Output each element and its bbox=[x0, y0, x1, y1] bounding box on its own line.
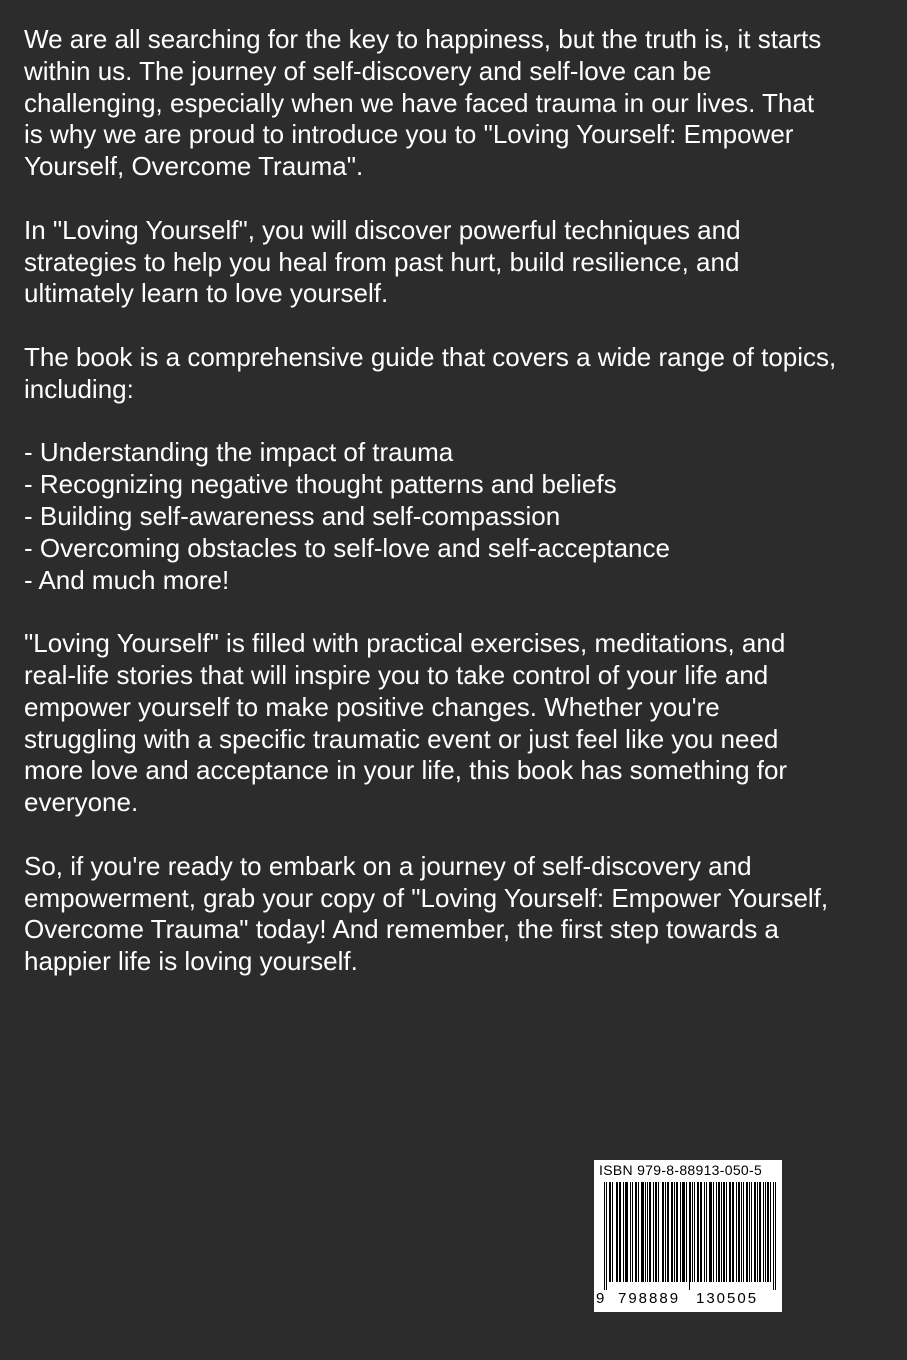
text-line: "Loving Yourself" is filled with practical exercises, meditations, and bbox=[24, 628, 786, 659]
barcode-bar bbox=[697, 1182, 698, 1282]
barcode-bar bbox=[767, 1182, 768, 1282]
discover-paragraph bbox=[24, 215, 894, 310]
barcode-bar bbox=[632, 1182, 633, 1282]
barcode-bar bbox=[684, 1182, 685, 1282]
text-line: In "Loving Yourself", you will discover powerful techniques and bbox=[24, 214, 741, 245]
barcode-bar bbox=[641, 1182, 642, 1282]
barcode-bar bbox=[773, 1182, 774, 1290]
barcode-bar bbox=[749, 1182, 750, 1282]
barcode-bar bbox=[642, 1182, 643, 1282]
barcode-bar bbox=[626, 1182, 627, 1282]
barcode-bar bbox=[604, 1182, 605, 1290]
barcode-bars bbox=[604, 1182, 776, 1290]
barcode-bar bbox=[680, 1182, 681, 1282]
barcode-bar bbox=[701, 1182, 702, 1282]
blurb bbox=[24, 24, 894, 1010]
barcode-bar bbox=[647, 1182, 648, 1282]
barcode-bar bbox=[719, 1182, 720, 1282]
barcode-bar bbox=[672, 1182, 673, 1282]
barcode-bar bbox=[741, 1182, 742, 1282]
barcode-bar bbox=[692, 1182, 693, 1282]
barcode-digits-right: 130505 bbox=[696, 1290, 759, 1307]
barcode-bar bbox=[710, 1182, 711, 1282]
barcode-bar bbox=[663, 1182, 664, 1282]
topic-item: - And much more! bbox=[24, 564, 230, 595]
barcode-bar bbox=[609, 1182, 610, 1282]
barcode-digit-lead: 9 bbox=[596, 1290, 605, 1307]
topic-item: - Recognizing negative thought patterns and beliefs bbox=[24, 469, 617, 500]
barcode-bar bbox=[630, 1182, 631, 1282]
barcode-bar bbox=[683, 1182, 684, 1282]
barcode-bar bbox=[650, 1182, 651, 1282]
barcode-bar bbox=[638, 1182, 639, 1282]
barcode-bar bbox=[713, 1182, 714, 1282]
features-paragraph bbox=[24, 628, 894, 819]
barcode-bar bbox=[690, 1182, 691, 1282]
text-line: happier life is loving yourself. bbox=[24, 946, 358, 977]
barcode-bar bbox=[606, 1182, 607, 1290]
barcode-bar bbox=[754, 1182, 755, 1282]
barcode-bar bbox=[658, 1182, 659, 1282]
topics-list bbox=[24, 437, 894, 596]
barcode-bar bbox=[653, 1182, 654, 1282]
barcode-bar bbox=[662, 1182, 663, 1282]
barcode-bar bbox=[694, 1182, 695, 1282]
barcode-bar bbox=[743, 1182, 744, 1282]
text-line: So, if you're ready to embark on a journey of self-discovery and bbox=[24, 850, 752, 881]
closing-paragraph bbox=[24, 851, 894, 978]
barcode-bar bbox=[704, 1182, 705, 1282]
barcode-bar bbox=[623, 1182, 624, 1282]
barcode-bar bbox=[718, 1182, 719, 1282]
text-line: within us. The journey of self-discovery and self-love can be bbox=[24, 55, 712, 86]
barcode-bar bbox=[747, 1182, 748, 1282]
text-line: including: bbox=[24, 373, 134, 404]
text-line: Yourself, Overcome Trauma". bbox=[24, 151, 364, 182]
barcode-bar bbox=[619, 1182, 620, 1282]
text-line: ultimately learn to love yourself. bbox=[24, 278, 389, 309]
barcode-bar bbox=[770, 1182, 771, 1282]
barcode-bar bbox=[636, 1182, 637, 1282]
text-line: challenging, especially when we have faced trauma in our lives. That bbox=[24, 87, 815, 118]
barcode-bar bbox=[612, 1182, 613, 1282]
barcode-bar bbox=[620, 1182, 621, 1282]
intro-paragraph bbox=[24, 24, 894, 183]
barcode-bar bbox=[676, 1182, 677, 1282]
text-line: struggling with a specific traumatic event or just feel like you need bbox=[24, 723, 779, 754]
barcode-bar bbox=[667, 1182, 668, 1282]
barcode-bar bbox=[635, 1182, 636, 1282]
barcode-bar bbox=[711, 1182, 712, 1282]
barcode-bar bbox=[723, 1182, 724, 1282]
text-line: Overcome Trauma" today! And remember, the first step towards a bbox=[24, 914, 779, 945]
barcode-bar bbox=[674, 1182, 675, 1282]
barcode-bar bbox=[768, 1182, 769, 1282]
barcode-bar bbox=[698, 1182, 699, 1282]
isbn-label: ISBN 979-8-88913-050-5 bbox=[599, 1162, 763, 1178]
topic-item: - Overcoming obstacles to self-love and self-acceptance bbox=[24, 532, 670, 563]
barcode-bar bbox=[643, 1182, 644, 1282]
barcode-bar bbox=[732, 1182, 733, 1282]
text-line: The book is a comprehensive guide that covers a wide range of topics, bbox=[24, 341, 837, 372]
barcode-bar bbox=[686, 1182, 687, 1282]
barcode-bar bbox=[721, 1182, 722, 1282]
barcode-bar bbox=[700, 1182, 701, 1282]
barcode-bar bbox=[739, 1182, 740, 1282]
barcode-bar bbox=[765, 1182, 766, 1282]
barcode-bar bbox=[625, 1182, 626, 1282]
barcode-digits-left: 798889 bbox=[618, 1290, 681, 1307]
barcode-bar bbox=[738, 1182, 739, 1282]
text-line: real-life stories that will inspire you to take control of your life and bbox=[24, 659, 769, 690]
barcode-bar bbox=[655, 1182, 656, 1282]
barcode-bar bbox=[775, 1182, 776, 1290]
barcode-bar bbox=[610, 1182, 611, 1282]
barcode-bar bbox=[656, 1182, 657, 1282]
barcode-bar bbox=[616, 1182, 617, 1282]
barcode-bar bbox=[617, 1182, 618, 1282]
barcode-bar bbox=[730, 1182, 731, 1282]
barcode-bar bbox=[733, 1182, 734, 1282]
barcode-bar bbox=[757, 1182, 758, 1282]
barcode-bar bbox=[716, 1182, 717, 1282]
barcode-bar bbox=[760, 1182, 761, 1282]
topic-item: - Understanding the impact of trauma bbox=[24, 437, 454, 468]
barcode-bar bbox=[755, 1182, 756, 1282]
barcode-bar bbox=[649, 1182, 650, 1282]
barcode-bar bbox=[682, 1182, 683, 1282]
barcode-bar bbox=[746, 1182, 747, 1282]
text-line: empowerment, grab your copy of "Loving Yourself: Empower Yourself, bbox=[24, 882, 829, 913]
text-line: is why we are proud to introduce you to "Loving Yourself: Empower bbox=[24, 119, 794, 150]
barcode-bar bbox=[724, 1182, 725, 1282]
barcode-bar bbox=[665, 1182, 666, 1282]
barcode-bar bbox=[729, 1182, 730, 1282]
barcode-bar bbox=[706, 1182, 707, 1282]
barcode-bar bbox=[668, 1182, 669, 1282]
isbn-barcode bbox=[594, 1160, 782, 1312]
topic-item: - Building self-awareness and self-compassion bbox=[24, 500, 561, 531]
barcode-bar bbox=[689, 1182, 690, 1290]
barcode-bar bbox=[726, 1182, 727, 1282]
barcode-bar bbox=[671, 1182, 672, 1282]
barcode-bar bbox=[627, 1182, 628, 1282]
text-line: more love and acceptance in your life, this book has something for bbox=[24, 755, 788, 786]
barcode-bar bbox=[759, 1182, 760, 1282]
barcode-bar bbox=[763, 1182, 764, 1282]
barcode-bar bbox=[709, 1182, 710, 1282]
topics-intro-paragraph bbox=[24, 342, 894, 406]
barcode-bar bbox=[736, 1182, 737, 1282]
barcode-bar bbox=[645, 1182, 646, 1282]
text-line: We are all searching for the key to happiness, but the truth is, it starts bbox=[24, 24, 822, 54]
text-line: strategies to help you heal from past hurt, build resilience, and bbox=[24, 246, 740, 277]
text-line: everyone. bbox=[24, 787, 139, 818]
barcode-bar bbox=[751, 1182, 752, 1282]
barcode-bar bbox=[677, 1182, 678, 1282]
text-line: empower yourself to make positive changes. Whether you're bbox=[24, 691, 720, 722]
